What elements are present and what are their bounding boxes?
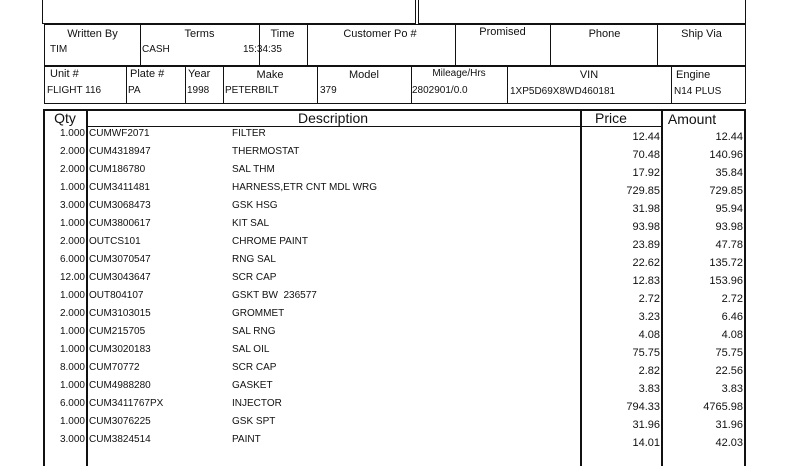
part-cell: OUT804107 [89, 290, 144, 301]
part-cell: CUM3043647 [89, 272, 151, 283]
table-row [0, 344, 798, 362]
table-row [0, 362, 798, 380]
time-label: Time [270, 28, 295, 40]
year-label: Year [188, 68, 211, 80]
amount-cell: 153.96 [709, 275, 743, 287]
part-cell: CUM3103015 [89, 308, 151, 319]
make-label: Make [256, 69, 284, 81]
qty-cell: 12.00 [59, 272, 85, 283]
qty-cell: 2.000 [59, 164, 85, 175]
table-row [0, 200, 798, 218]
desc-cell: SAL OIL [232, 344, 270, 355]
amount-cell: 95.94 [715, 203, 743, 215]
part-cell: CUM4318947 [89, 146, 151, 157]
qty-cell: 6.000 [59, 254, 85, 265]
qty-cell: 1.000 [59, 128, 85, 139]
qty-cell: 1.000 [59, 290, 85, 301]
mileage-label: Mileage/Hrs [432, 68, 486, 79]
price-cell: 3.23 [638, 311, 660, 323]
terms-value: CASH [142, 44, 170, 55]
price-cell: 17.92 [632, 167, 660, 179]
engine-label: Engine [676, 69, 711, 81]
amount-cell: 729.85 [709, 185, 743, 197]
qty-cell: 2.000 [59, 236, 85, 247]
qty-cell: 1.000 [59, 416, 85, 427]
part-cell: CUM3411767PX [89, 398, 164, 409]
amount-cell: 93.98 [715, 221, 743, 233]
desc-cell: GASKET [232, 380, 273, 391]
part-cell: CUM3800617 [89, 218, 151, 229]
year-value: 1998 [187, 85, 210, 96]
desc-cell: GROMMET [232, 308, 285, 319]
qty-cell: 2.000 [59, 308, 85, 319]
amount-cell: 47.78 [715, 239, 743, 251]
qty-cell: 3.000 [59, 200, 85, 211]
unit-label: Unit # [50, 68, 79, 80]
price-cell: 70.48 [632, 149, 660, 161]
price-cell: 31.98 [632, 203, 660, 215]
part-cell: CUM3020183 [89, 344, 151, 355]
qty-cell: 6.000 [59, 398, 85, 409]
amount-cell: 4765.98 [703, 401, 743, 413]
price-cell: 12.83 [632, 275, 660, 287]
desc-cell: CHROME PAINT [232, 236, 308, 247]
amount-cell: 6.46 [721, 311, 743, 323]
promised-label: Promised [479, 26, 526, 38]
table-row [0, 380, 798, 398]
desc-cell: SAL THM [232, 164, 275, 175]
engine-value: N14 PLUS [674, 86, 722, 97]
desc-cell: GSK HSG [232, 200, 278, 211]
table-row [0, 182, 798, 200]
time-value: 15:34:35 [243, 44, 282, 55]
desc-cell: THERMOSTAT [232, 146, 300, 157]
terms-label: Terms [184, 28, 215, 40]
amount-cell: 12.44 [715, 131, 743, 143]
table-row [0, 128, 798, 146]
unit-value: FLIGHT 116 [47, 85, 102, 96]
desc-cell: GSK SPT [232, 416, 276, 427]
desc-cell: FILTER [232, 128, 266, 139]
amount-cell: 75.75 [715, 347, 743, 359]
description-header: Description [297, 110, 369, 126]
part-cell: CUM215705 [89, 326, 146, 337]
desc-cell: SAL RNG [232, 326, 276, 337]
amount-cell: 22.56 [715, 365, 743, 377]
desc-cell: GSKT BW 236577 [232, 290, 317, 301]
mileage-value: 2802901/0.0 [412, 85, 468, 96]
qty-cell: 1.000 [59, 380, 85, 391]
vin-value: 1XP5D69X8WD460181 [510, 86, 616, 97]
part-cell: CUM186780 [89, 164, 146, 175]
table-row [0, 254, 798, 272]
phone-label: Phone [588, 28, 621, 40]
part-cell: CUMWF2071 [89, 128, 150, 139]
vin-label: VIN [579, 69, 599, 81]
amount-cell: 3.83 [721, 383, 743, 395]
price-cell: 2.82 [638, 365, 660, 377]
price-header: Price [595, 110, 627, 126]
table-row [0, 398, 798, 416]
amount-cell: 2.72 [721, 293, 743, 305]
ship-via-label: Ship Via [681, 28, 722, 40]
qty-cell: 8.000 [59, 362, 85, 373]
price-cell: 12.44 [632, 131, 660, 143]
amount-header: Amount [667, 111, 717, 127]
part-cell: CUM3411481 [89, 182, 150, 193]
part-cell: CUM3070547 [89, 254, 151, 265]
qty-cell: 1.000 [59, 344, 85, 355]
amount-cell: 4.08 [721, 329, 743, 341]
amount-cell: 135.72 [709, 257, 743, 269]
table-row [0, 164, 798, 182]
table-header-divider [86, 126, 662, 127]
price-cell: 4.08 [638, 329, 660, 341]
part-cell: CUM3076225 [89, 416, 151, 427]
desc-cell: HARNESS,ETR CNT MDL WRG [232, 182, 378, 193]
written-by-label: Written By [67, 28, 118, 40]
price-cell: 23.89 [632, 239, 660, 251]
qty-cell: 2.000 [59, 146, 85, 157]
plate-label: Plate # [130, 68, 165, 80]
desc-cell: PAINT [232, 434, 261, 445]
amount-cell: 42.03 [715, 437, 743, 449]
qty-cell: 3.000 [59, 434, 85, 445]
part-cell: CUM3068473 [89, 200, 151, 211]
amount-cell: 35.84 [715, 167, 743, 179]
table-row [0, 416, 798, 434]
qty-cell: 1.000 [59, 218, 85, 229]
amount-cell: 31.96 [715, 419, 743, 431]
top-box-right [418, 0, 746, 24]
price-cell: 93.98 [632, 221, 660, 233]
desc-cell: KIT SAL [232, 218, 270, 229]
qty-cell: 1.000 [59, 326, 85, 337]
table-row [0, 236, 798, 254]
price-cell: 14.01 [632, 437, 660, 449]
price-cell: 22.62 [632, 257, 660, 269]
price-cell: 794.33 [626, 401, 660, 413]
table-row [0, 146, 798, 164]
desc-cell: RNG SAL [232, 254, 276, 265]
qty-cell: 1.000 [59, 182, 85, 193]
make-value: PETERBILT [225, 85, 279, 96]
model-value: 379 [320, 85, 337, 96]
written-by-value: TIM [50, 44, 68, 55]
price-cell: 31.96 [632, 419, 660, 431]
top-box-left [42, 0, 416, 24]
price-cell: 3.83 [638, 383, 660, 395]
qty-header: Qty [54, 110, 76, 126]
price-cell: 729.85 [626, 185, 660, 197]
desc-cell: SCR CAP [232, 272, 277, 283]
amount-cell: 140.96 [709, 149, 743, 161]
price-cell: 75.75 [632, 347, 660, 359]
plate-value: PA [128, 85, 141, 96]
part-cell: CUM4988280 [89, 380, 151, 391]
desc-cell: INJECTOR [232, 398, 282, 409]
part-cell: CUM70772 [89, 362, 140, 373]
table-row [0, 290, 798, 308]
price-cell: 2.72 [638, 293, 660, 305]
customer-po-label: Customer Po # [343, 28, 417, 40]
table-row [0, 308, 798, 326]
table-row [0, 272, 798, 290]
table-row [0, 434, 798, 452]
desc-cell: SCR CAP [232, 362, 277, 373]
table-row [0, 326, 798, 344]
part-cell: OUTCS101 [89, 236, 141, 247]
part-cell: CUM3824514 [89, 434, 151, 445]
table-row [0, 218, 798, 236]
model-label: Model [349, 69, 379, 81]
